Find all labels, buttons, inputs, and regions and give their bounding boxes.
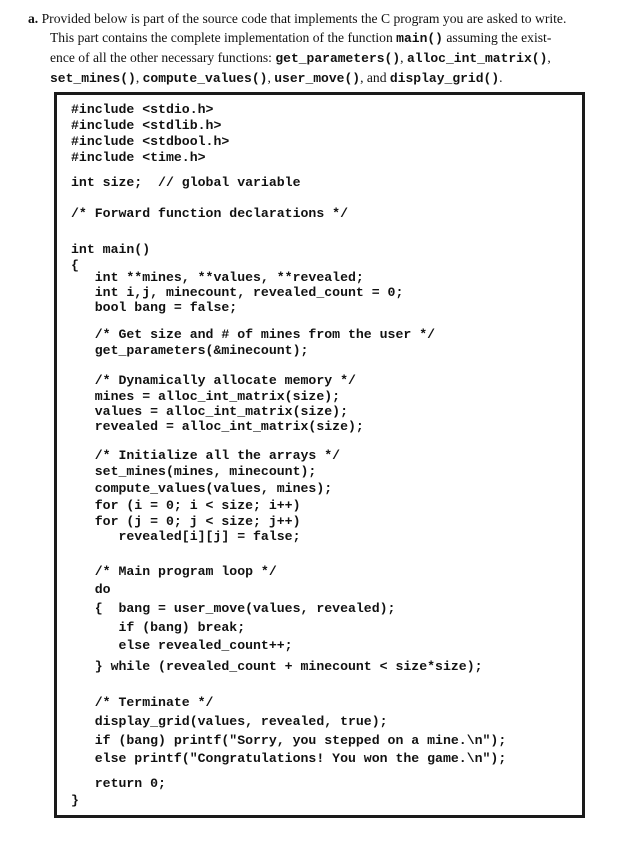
code-comment: /* Terminate */ <box>71 695 214 710</box>
intro-text-3: ence of all the other necessary functions: <box>50 50 276 65</box>
fn-ref-compute-values: compute_values() <box>142 71 268 86</box>
item-label: a. <box>28 11 39 26</box>
separator: , and <box>360 70 390 85</box>
code-line: values = alloc_int_matrix(size); <box>71 404 348 419</box>
code-line: for (i = 0; i < size; i++) <box>71 498 301 513</box>
code-line: return 0; <box>71 776 166 791</box>
fn-ref-user-move: user_move() <box>274 71 361 86</box>
code-line: for (j = 0; j < size; j++) <box>71 514 301 529</box>
code-line: else revealed_count++; <box>71 638 293 653</box>
code-line: #include <stdio.h> <box>71 102 214 117</box>
code-comment: /* Main program loop */ <box>71 564 277 579</box>
separator: , <box>135 70 143 85</box>
fn-ref-set-mines: set_mines() <box>50 71 136 86</box>
code-line: set_mines(mines, minecount); <box>71 464 317 479</box>
code-line: #include <time.h> <box>71 150 206 165</box>
fn-ref-display-grid: display_grid() <box>389 71 500 86</box>
code-line: bool bang = false; <box>71 300 238 315</box>
source-code <box>57 95 507 808</box>
code-line: int **mines, **values, **revealed; <box>71 270 364 285</box>
code-comment: /* Get size and # of mines from the user */ <box>71 327 436 342</box>
code-brace: { <box>71 258 79 273</box>
code-line: mines = alloc_int_matrix(size); <box>71 389 341 404</box>
fn-ref-alloc-int-matrix: alloc_int_matrix() <box>406 51 548 66</box>
code-line: } while (revealed_count + minecount < size*size); <box>71 659 483 674</box>
code-line: { bang = user_move(values, revealed); <box>71 601 396 616</box>
intro-line-3 <box>28 48 618 68</box>
intro-text-2a: This part contains the complete implementation of the function <box>50 30 397 45</box>
code-line: #include <stdlib.h> <box>71 118 222 133</box>
intro-line-4 <box>28 68 618 88</box>
code-line: int size; // global variable <box>71 175 301 190</box>
code-line: int i,j, minecount, revealed_count = 0; <box>71 285 404 300</box>
code-line: get_parameters(&minecount); <box>71 343 309 358</box>
code-line: if (bang) printf("Sorry, you stepped on a mine.\n"); <box>71 733 507 748</box>
code-comment: /* Initialize all the arrays */ <box>71 448 341 463</box>
source-code-box <box>54 92 585 818</box>
separator: , <box>400 50 407 65</box>
code-line: revealed[i][j] = false; <box>71 529 301 544</box>
fn-ref-get-parameters: get_parameters() <box>275 51 401 66</box>
code-comment: /* Forward function declarations */ <box>71 206 348 221</box>
separator: , <box>267 70 275 85</box>
separator: , <box>547 50 551 65</box>
code-line: int main() <box>71 242 151 257</box>
code-comment: /* Dynamically allocate memory */ <box>71 373 356 388</box>
intro-line-2 <box>28 28 618 48</box>
code-line: #include <stdbool.h> <box>71 134 230 149</box>
code-line: if (bang) break; <box>71 620 246 635</box>
separator: . <box>499 70 503 85</box>
code-brace: } <box>71 793 79 808</box>
intro-text-1: Provided below is part of the source code that implements the C program you are asked to write. <box>41 11 567 26</box>
code-line: compute_values(values, mines); <box>71 481 333 496</box>
problem-statement <box>28 9 618 88</box>
main-function-ref: main() <box>396 31 443 46</box>
code-line: do <box>71 582 111 597</box>
intro-line-1 <box>28 9 618 28</box>
code-line: revealed = alloc_int_matrix(size); <box>71 419 364 434</box>
code-line: display_grid(values, revealed, true); <box>71 714 388 729</box>
intro-text-2b: assuming the exist- <box>442 30 552 45</box>
code-line: else printf("Congratulations! You won the game.\n"); <box>71 751 507 766</box>
